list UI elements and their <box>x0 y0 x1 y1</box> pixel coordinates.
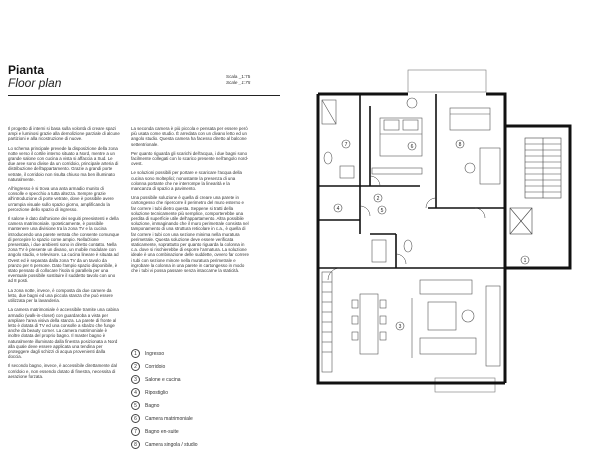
room-number: 5 <box>380 208 384 214</box>
room-legend <box>131 348 249 452</box>
room-number: 8 <box>458 142 462 148</box>
legend-number: 4 <box>131 388 140 397</box>
legend-label: Bagno en-suite <box>145 428 179 435</box>
paragraph: La camera matrimoniale è accessibile tramite una cabina armadio (walk-in-closet) con guardaroba a vista per ampliare l'area visiva della stanza. La parete di fronte al letto è dotata di TV ed una consolle a sbalzo che funge anche da beauty corner. La camera matrimoniale è inoltre dotata del proprio bagno. Il master bagno è naturalmente illuminato dalla finestra posizionata a Nord alla quale deve essere applicata una tendina per proteggere dagli schizzi di acqua provenienti dalla doccia. <box>8 307 119 360</box>
title-divider <box>8 95 280 96</box>
floor-plan <box>300 58 595 398</box>
legend-number: 3 <box>131 375 140 384</box>
legend-number: 5 <box>131 401 140 410</box>
door-swings <box>328 176 485 280</box>
room-marker-2 <box>374 194 382 202</box>
legend-item <box>131 413 249 424</box>
paragraph: Le soluzioni possibili per portare e scaricare l'acqua della cucina sono molteplici; nonostante la presenza di una colonna portante che ne interrompe la linearità e la mancanza di spazio a pavimento. <box>131 170 242 192</box>
scale-note <box>226 74 280 86</box>
paragraph: Il progetto di interni si basa sulla volontà di creare spazi ampi e luminosi grazie alla demolizione parziale di alcune partizioni e alla ricostruzione di nuove. <box>8 126 120 142</box>
legend-label: Camera singola / studio <box>145 441 198 448</box>
legend-number: 6 <box>131 414 140 423</box>
page-subtitle: Floor plan <box>8 76 62 90</box>
legend-label: Bagno <box>145 402 160 409</box>
bathroom-fixtures <box>372 240 412 262</box>
scale-en: Scale _1:75 <box>226 80 251 85</box>
paragraph: All'ingresso è si trova una anta armadio munito di consolle e specchio a tutta altezza. Sempre grazie all'introduzione di porte vetrate, dove è possibile avere un'ampia visuale sullo spazio giorno, amplificando la percezione dello spazio di ingresso. <box>8 186 114 212</box>
description-column-2 <box>131 126 249 277</box>
room-number: 3 <box>398 324 402 330</box>
room-marker-3 <box>396 322 404 330</box>
room-marker-6 <box>408 142 416 150</box>
legend-number: 2 <box>131 362 140 371</box>
legend-item <box>131 426 249 437</box>
paragraph: La zona notte, invece, è composta da due camere da letto, due bagni ed una piccola stanza che può essere utilizzata per la lavanderia. <box>8 287 113 304</box>
paragraph: Il secondo bagno, invece, è accessibile direttamente dal corridoio e, non essendo dotato di finestra, necessita di aerazione forzata. <box>8 363 117 379</box>
paragraph: Il salone è dato dall'unione dei seguiti preesistenti e della camera matrimoniale. Ipoteticamente, è possibile mantenere una divisione tra la zona TV e la cucina introducendo una parete vetrata che consente comunque di percepire lo spazio come ampio. Nella/zione presentata, i due ambienti sono in diretto contatto. Nella zona TV è presente un divano, un mobile modulare con angolo studio, e televisore. La cucina lineare è situata ad Ovest ed è separata dalla zona TV da un tavolo da pranzo per 6 persone. Dato l'ampio spazio disponibile, è stato pensato di collocare l'isola si parallela per una eventuale possibile sostituire il suddetto tavolo con uno ad 8 posti. <box>8 216 120 284</box>
ensuite-fixtures <box>322 100 354 178</box>
room-marker-1 <box>521 256 529 264</box>
exterior-walls <box>318 94 570 383</box>
page-title: Pianta <box>8 63 45 77</box>
room-marker-5 <box>378 206 386 214</box>
legend-number: 8 <box>131 440 140 449</box>
legend-label: Corridoio <box>145 363 166 370</box>
legend-label: Ingresso <box>145 350 165 357</box>
room-marker-4 <box>334 204 342 212</box>
scale-it: Scala _1:75 <box>226 74 251 79</box>
legend-label: Salone e cucina <box>145 376 181 383</box>
living-kitchen-furniture <box>322 272 500 372</box>
master-bedroom-furniture <box>372 98 422 174</box>
legend-item <box>131 361 249 372</box>
room-number: 2 <box>376 196 380 202</box>
legend-item <box>131 439 249 450</box>
legend-number: 7 <box>131 427 140 436</box>
paragraph: Lo schema principale prevede la disposizione della zona notte verso il cortile interno situato a Nord, mentre a un grande salone con cucina a vista si affaccia a Sud. Le due aree sono divise da un corridoio, principale arteria di distribuzione dell'appartamento. Grazie a grandi porte vetrate, il corridoio non risulta chiuso ma ben illuminato naturalmente. <box>8 145 119 182</box>
legend-item <box>131 348 249 359</box>
legend-item <box>131 387 249 398</box>
paragraph: Per quanto riguarda gli scarichi dell'acqua, i due bagni sono facilmente collegati con lo scarico presente nell'angolo nord-ovest. <box>131 150 249 167</box>
paragraph: Una possibile soluzione è quella di creare una parete in cartongesso che ripercorre il perimetro del muro esterno e far correre i tubi dietro questa. Seppene si tratti della soluzione tecnicamente più semplice, comporterebbe una perdita di superficie utile dell'appartamento. Altra possibile soluzione, immaginando che il muro perimetrale consista nel tamponamento di una struttura reticolare in c.a., è quella di far correre i tubi con una sezione minima nella muratura perimetrale. Questa soluzione deve essere verificata staticamente, soprattutto per quanto riguarda la colonna in c.a. dove si rischierebbe di esporre l'armatura. La soluzione ideale è una combinazione delle suddette, ovvero far correre i tubi con sezione minore nella muratura perimetrale e ingrobare la colonna in una parete in cartongesso in modo che i tubi vi possa passare senza intaccarne la staticità. <box>131 195 249 274</box>
room-number: 4 <box>336 206 340 212</box>
legend-number: 1 <box>131 349 140 358</box>
legend-item <box>131 374 249 385</box>
title-block <box>8 64 61 90</box>
room-number: 6 <box>410 144 414 150</box>
legend-label: Ripostiglio <box>145 389 169 396</box>
room-marker-7 <box>342 140 350 148</box>
room-marker-8 <box>456 140 464 148</box>
legend-label: Camera matrimoniale <box>145 415 193 422</box>
paragraph: La seconda camera è più piccola e pensata per essere però più usata come studio. È arredata con un divano letto ed un angolo studio. Questa camera ha facesso diretto al balcone settentrionale. <box>131 126 248 147</box>
description-column-1 <box>8 126 120 383</box>
room-number: 1 <box>523 258 527 264</box>
room-number: 7 <box>344 142 348 148</box>
stair-core <box>510 138 561 234</box>
legend-item <box>131 400 249 411</box>
balconies <box>408 70 495 392</box>
